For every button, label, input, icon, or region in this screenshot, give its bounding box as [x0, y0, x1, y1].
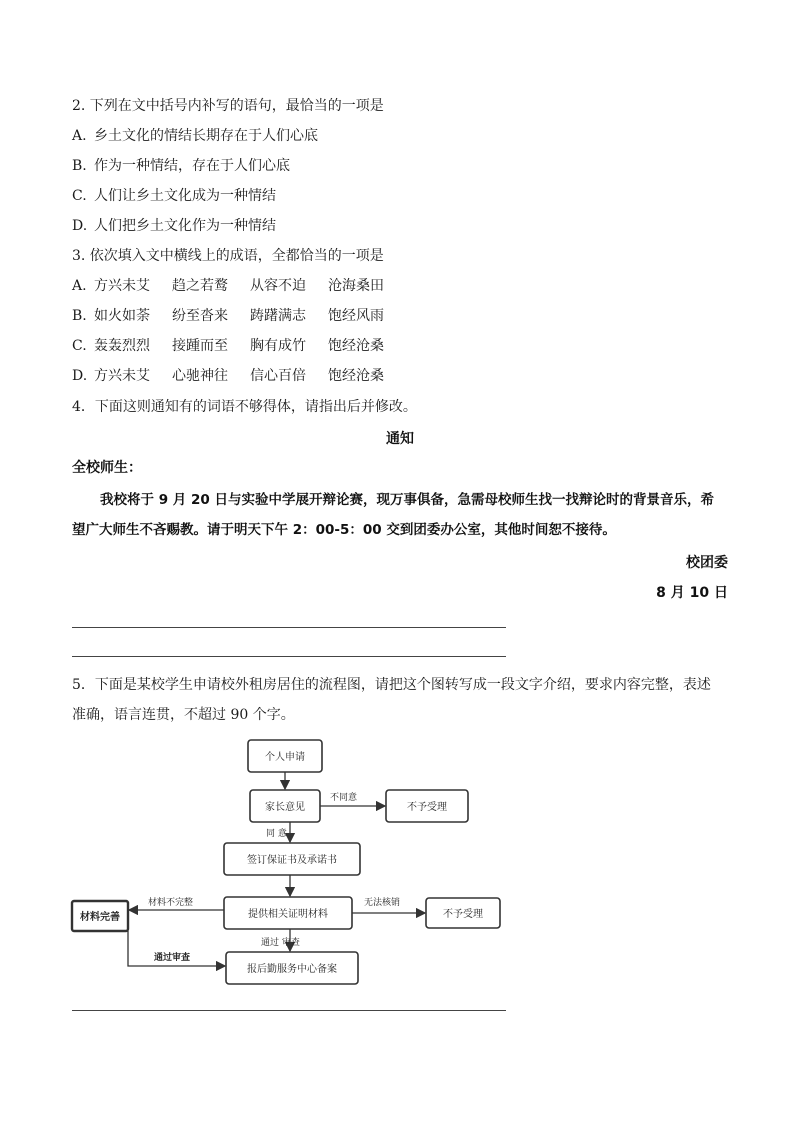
option-label: B. [72, 158, 87, 174]
q3-stem: 3. 依次填入文中横线上的成语，全都恰当的一项是 [72, 248, 384, 264]
notice-body-line1: 我校将于 9 月 20 日与实验中学展开辩论赛，现万事俱备，急需母校师生找一找辩论时的背景音乐，希 [100, 492, 714, 508]
option-label: A. [72, 128, 87, 144]
option-text: 乡土文化的情结长期存在于人们心底 [94, 128, 318, 144]
idiom: 方兴未艾 [94, 278, 150, 294]
option-label: D. [72, 368, 88, 384]
q2-option-c [72, 186, 276, 206]
idiom: 纷至沓来 [172, 308, 228, 324]
q5-stem-line2: 准确，语言连贯，不超过 90 个字。 [72, 707, 295, 723]
flow-edge-label-disagree: 不同意 [330, 793, 358, 803]
q3-option-c [72, 336, 406, 356]
option-label: B. [72, 308, 87, 324]
answer-line [72, 656, 506, 657]
idiom: 接踵而至 [172, 338, 228, 354]
flow-label-apply: 个人申请 [265, 752, 305, 763]
idiom: 心驰神往 [172, 368, 228, 384]
q4-stem: 4．下面这则通知有的词语不够得体，请指出后并修改。 [72, 399, 417, 415]
notice-body-line2: 望广大师生不吝赐教。请于明天下午 2：00-5：00 交到团委办公室，其他时间恕不接待。 [72, 522, 616, 538]
flow-edge-label-agree: 同 意 [266, 829, 287, 839]
option-label: C. [72, 338, 87, 354]
q2-option-a [72, 126, 318, 146]
flow-edge-label-pass: 通过 审查 [261, 938, 300, 948]
notice-date: 8 月 10 日 [656, 585, 728, 601]
q2-option-b [72, 156, 290, 176]
idiom: 饱经沧桑 [328, 368, 384, 384]
flow-edge-label-incomplete: 材料不完整 [148, 898, 194, 908]
option-label: D. [72, 218, 88, 234]
answer-line [72, 1010, 506, 1011]
q3-option-a [72, 276, 406, 296]
answer-line [72, 627, 506, 628]
flow-label-sign: 签订保证书及承诺书 [247, 855, 337, 866]
q3-option-b [72, 306, 406, 326]
flow-edge-label-unverified: 无法核销 [364, 898, 401, 908]
q3-option-d [72, 366, 406, 386]
idiom: 踌躇满志 [250, 308, 306, 324]
idiom: 趋之若鹜 [172, 278, 228, 294]
idiom: 轰轰烈烈 [94, 338, 150, 354]
flow-label-complete: 材料完善 [80, 912, 120, 923]
option-label: C. [72, 188, 87, 204]
idiom: 信心百倍 [250, 368, 306, 384]
idiom: 胸有成竹 [250, 338, 306, 354]
flow-label-parent: 家长意见 [265, 802, 305, 813]
q2-option-d [72, 216, 276, 236]
idiom: 方兴未艾 [94, 368, 150, 384]
flow-edge-label-pass2: 通过审查 [154, 953, 191, 963]
notice-signature: 校团委 [686, 555, 728, 571]
idiom: 如火如荼 [94, 308, 150, 324]
option-text: 人们让乡土文化成为一种情结 [94, 188, 276, 204]
idiom: 从容不迫 [250, 278, 306, 294]
flowchart [68, 738, 508, 990]
notice-salutation: 全校师生： [72, 460, 142, 476]
q2-stem: 2. 下列在文中括号内补写的语句，最恰当的一项是 [72, 98, 384, 114]
idiom: 饱经风雨 [328, 308, 384, 324]
option-text: 作为一种情结，存在于人们心底 [94, 158, 290, 174]
flow-label-reject1: 不予受理 [407, 802, 447, 813]
flow-label-reject2: 不予受理 [443, 909, 483, 920]
notice-title: 通知 [386, 431, 414, 447]
idiom: 沧海桑田 [328, 278, 384, 294]
option-label: A. [72, 278, 87, 294]
q5-stem-line1: 5．下面是某校学生申请校外租房居住的流程图，请把这个图转写成一段文字介绍，要求内容完整，表述 [72, 677, 711, 693]
idiom: 饱经沧桑 [328, 338, 384, 354]
flow-label-provide: 提供相关证明材料 [248, 909, 328, 920]
flow-label-record: 报后勤服务中心备案 [247, 964, 337, 975]
option-text: 人们把乡土文化作为一种情结 [94, 218, 276, 234]
